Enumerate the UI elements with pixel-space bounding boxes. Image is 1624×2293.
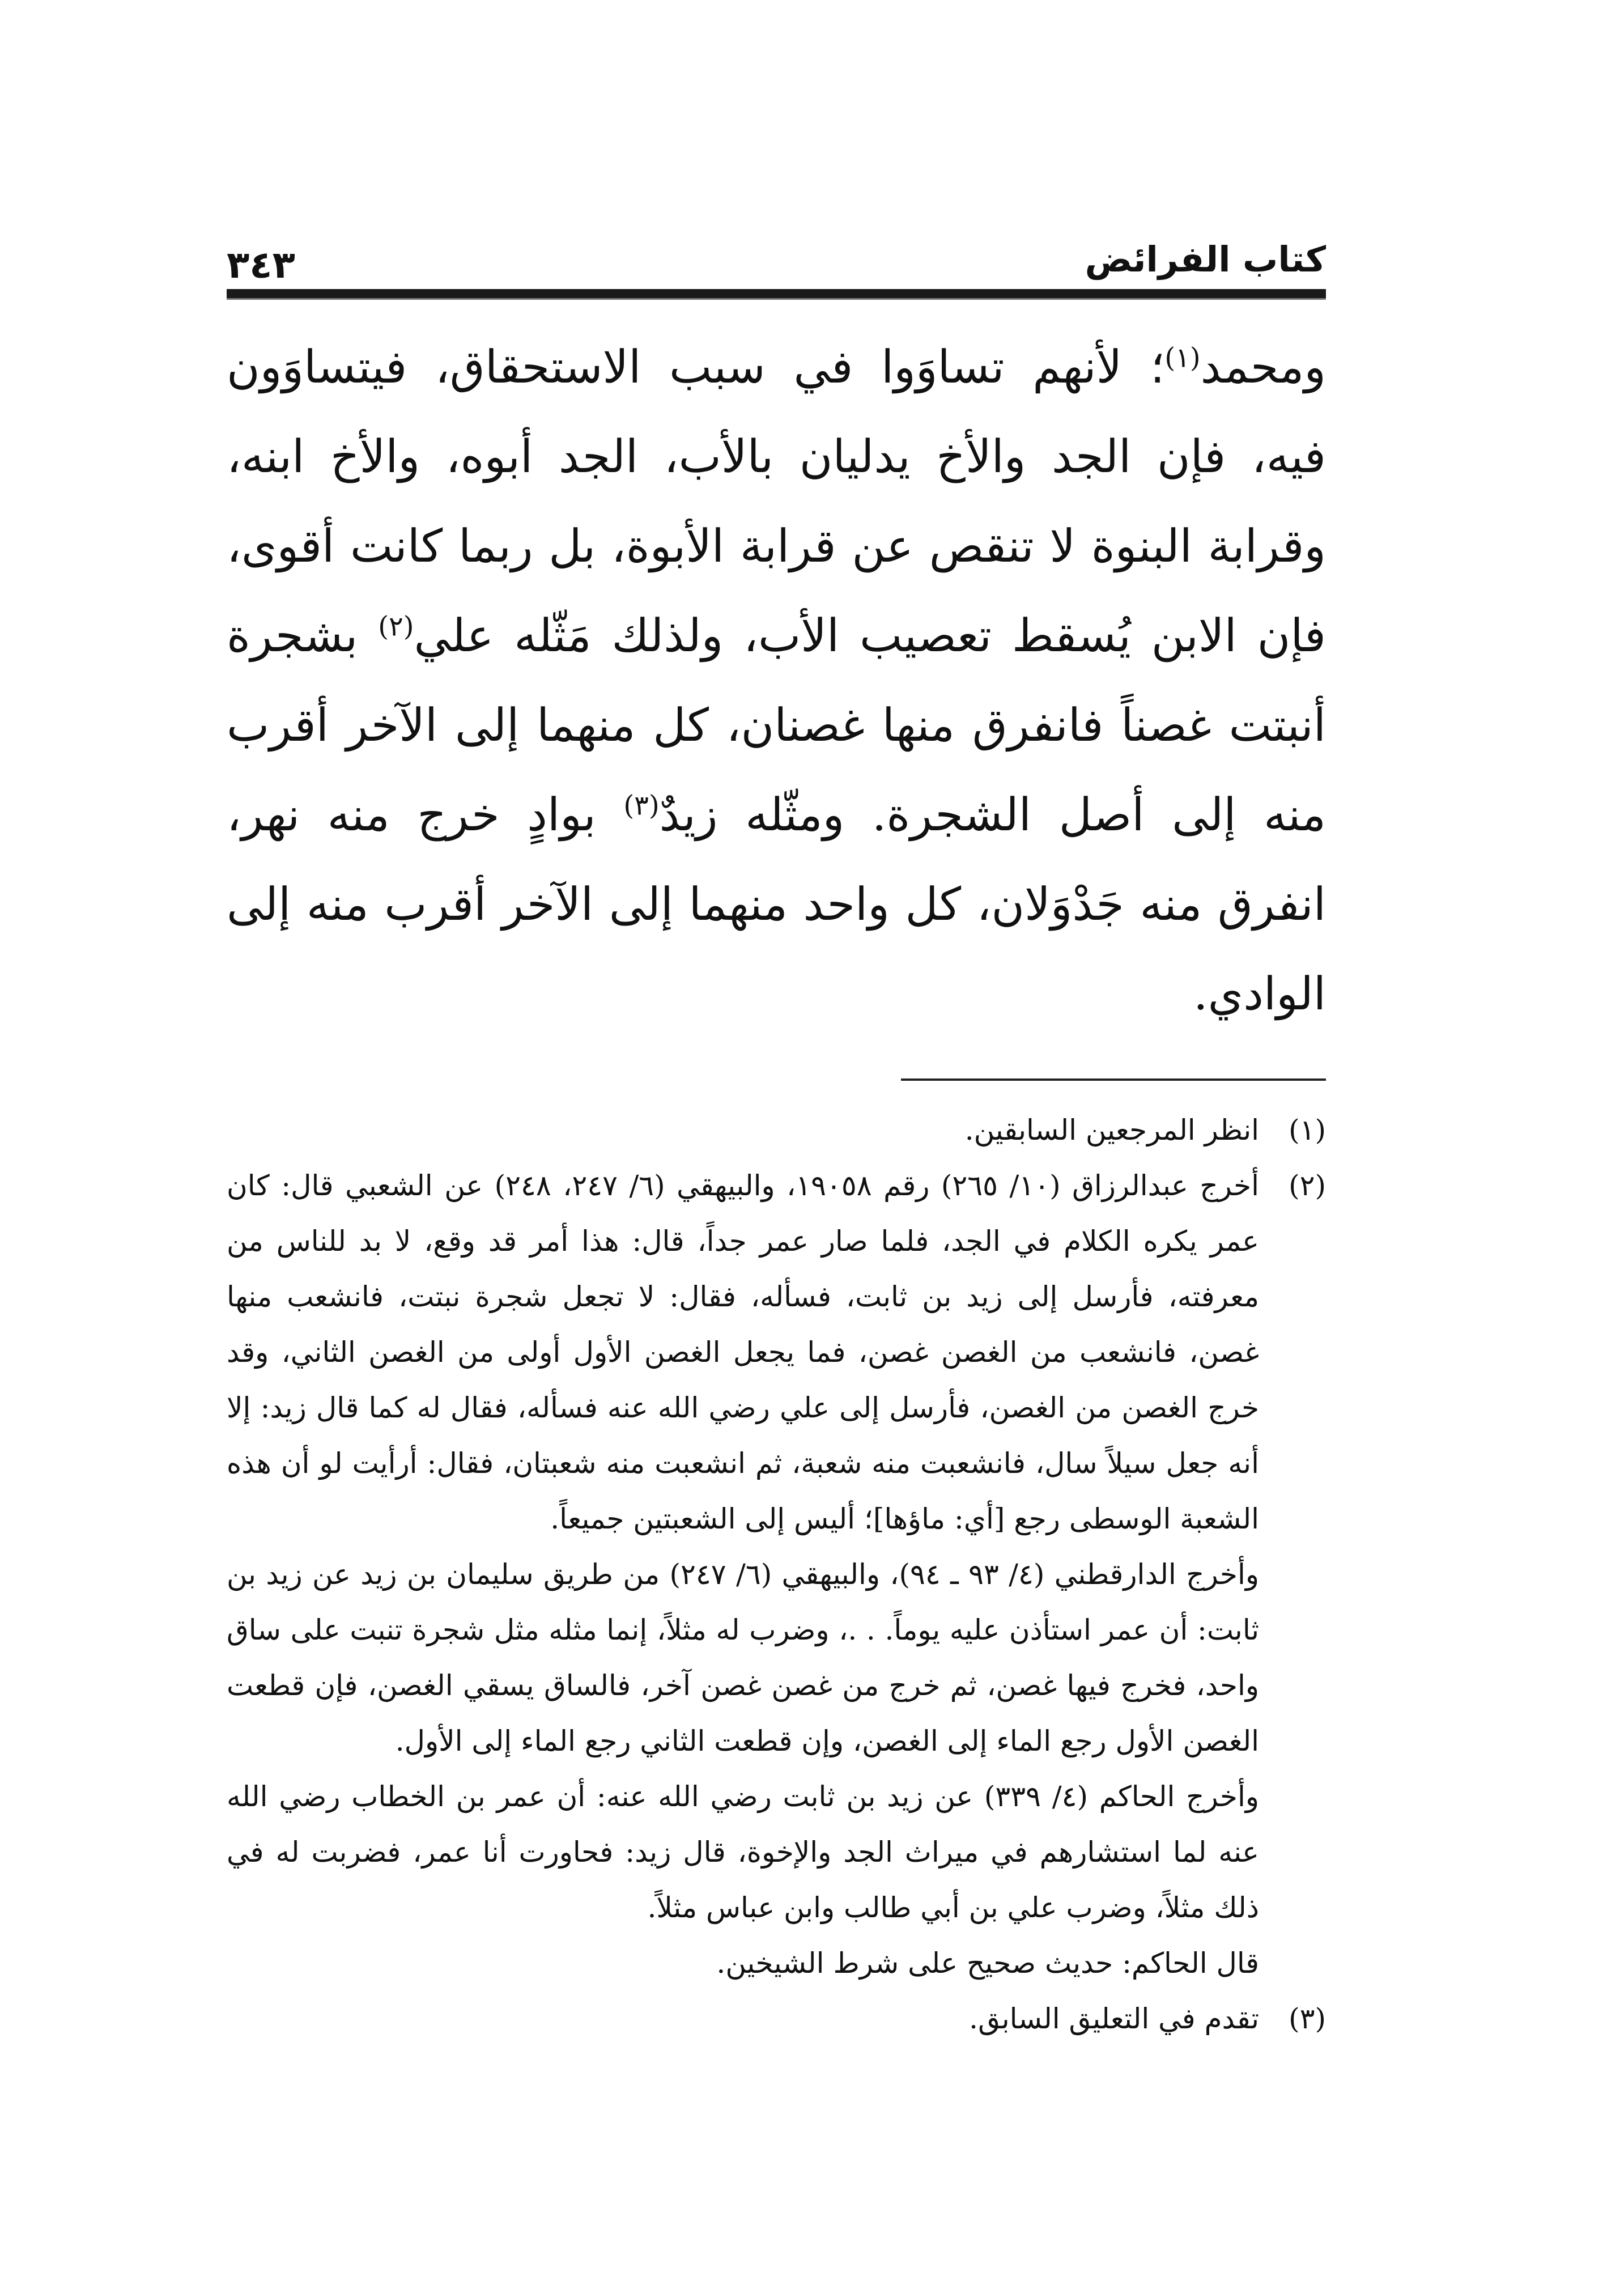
- page-number: ٣٤٣: [227, 243, 295, 287]
- main-text-part: بشجرة أنبتت غصناً فانفرق منها غصنان، كل منهما إلى الآخر أقرب منه إلى أصل الشجرة. ومثّله زيدٌ: [227, 609, 1326, 841]
- footnote-ref-2: (٢): [378, 610, 414, 643]
- footnote-3: [227, 1991, 1326, 2046]
- footnote-number: (٢): [1289, 1169, 1326, 1202]
- footnote-paragraph: قال الحاكم: حديث صحيح على شرط الشيخين.: [716, 1947, 1259, 1980]
- footnote-text: تقدم في التعليق السابق.: [969, 2002, 1259, 2035]
- footnote-paragraph: وأخرج الحاكم (٤/ ٣٣٩) عن زيد بن ثابت رضي الله عنه: أن عمر بن الخطاب رضي الله عنه لما استشارهم في ميراث الجد والإخوة، قال زيد: فحاورت أنا عمر، فضربت له في ذلك مثلاً، وضرب علي بن أبي طالب وابن عباس مثلاً.: [227, 1780, 1259, 1924]
- footnote-separator: [901, 1078, 1326, 1081]
- book-page: [227, 227, 1326, 2165]
- main-text-part: بوادٍ خرج منه نهر، انفرق منه جَدْوَلان، كل واحد منهما إلى الآخر أقرب منه إلى الوادي.: [227, 788, 1326, 1020]
- running-title: كتاب الفرائض: [1085, 239, 1326, 280]
- footnote-paragraph: وأخرج الدارقطني (٤/ ٩٣ ـ ٩٤)، والبيهقي (٦/ ٢٤٧) من طريق سليمان بن زيد عن زيد بن ثابت: أن عمر استأذن عليه يوماً. . .، وضرب له مثلاً، إنما مثله مثل شجرة تنبت على ساق واحد، فخرج فيها غصن، ثم خرج من غصن غصن آخر، فالساق يسقي الغصن، فإن قطعت الغصن الأول رجع الماء إلى الغصن، وإن قطعت الثاني رجع الماء إلى الأول.: [227, 1558, 1259, 1757]
- footnote-ref-3: (٣): [623, 789, 660, 822]
- footnote-number: (١): [1289, 1114, 1326, 1146]
- footnote-2: [227, 1158, 1326, 1991]
- footnote-ref-1: (١): [1164, 342, 1201, 374]
- main-text: [227, 322, 1326, 1039]
- main-text-part: ومحمد: [1200, 341, 1327, 393]
- main-text-part: ؛ لأنهم تساوَوا في سبب الاستحقاق، فيتساوَون فيه، فإن الجد والأخ يدليان بالأب، الجد أبوه، والأخ ابنه، وقرابة البنوة لا تنقص عن قرابة الأبوة، بل ربما كانت أقوى، فإن الابن يُسقط تعصيب الأب، ولذلك مَثّله علي: [227, 341, 1327, 662]
- footnote-text: انظر المرجعين السابقين.: [964, 1114, 1259, 1146]
- footnote-paragraph: أخرج عبدالرزاق (١٠/ ٢٦٥) رقم ١٩٠٥٨، والبيهقي (٦/ ٢٤٧، ٢٤٨) عن الشعبي قال: كان عمر يكره الكلام في الجد، فلما صار عمر جداً، قال: هذا أمر قد وقع، لا بد للناس من معرفته، فأرسل إلى زيد بن ثابت، فسأله، فقال: لا تجعل شجرة نبتت، فانشعب منها غصن، فانشعب من الغصن غصن، فما يجعل الغصن الأول أولى من الغصن الثاني، وقد خرج الغصن من الغصن، فأرسل إلى علي رضي الله عنه فسأله، فقال له كما قال زيد: إلا أنه جعل سيلاً سال، فانشعبت منه شعبة، ثم انشعبت منه شعبتان، فقال: أرأيت لو أن هذه الشعبة الوسطى رجع [أي: ماؤها]؛ أليس إلى الشعبتين جميعاً.: [227, 1169, 1259, 1535]
- footnotes: [227, 1102, 1326, 2046]
- header-rule: [227, 289, 1326, 300]
- page-header: [227, 227, 1326, 289]
- footnote-number: (٣): [1289, 2002, 1326, 2035]
- footnote-1: [227, 1102, 1326, 1158]
